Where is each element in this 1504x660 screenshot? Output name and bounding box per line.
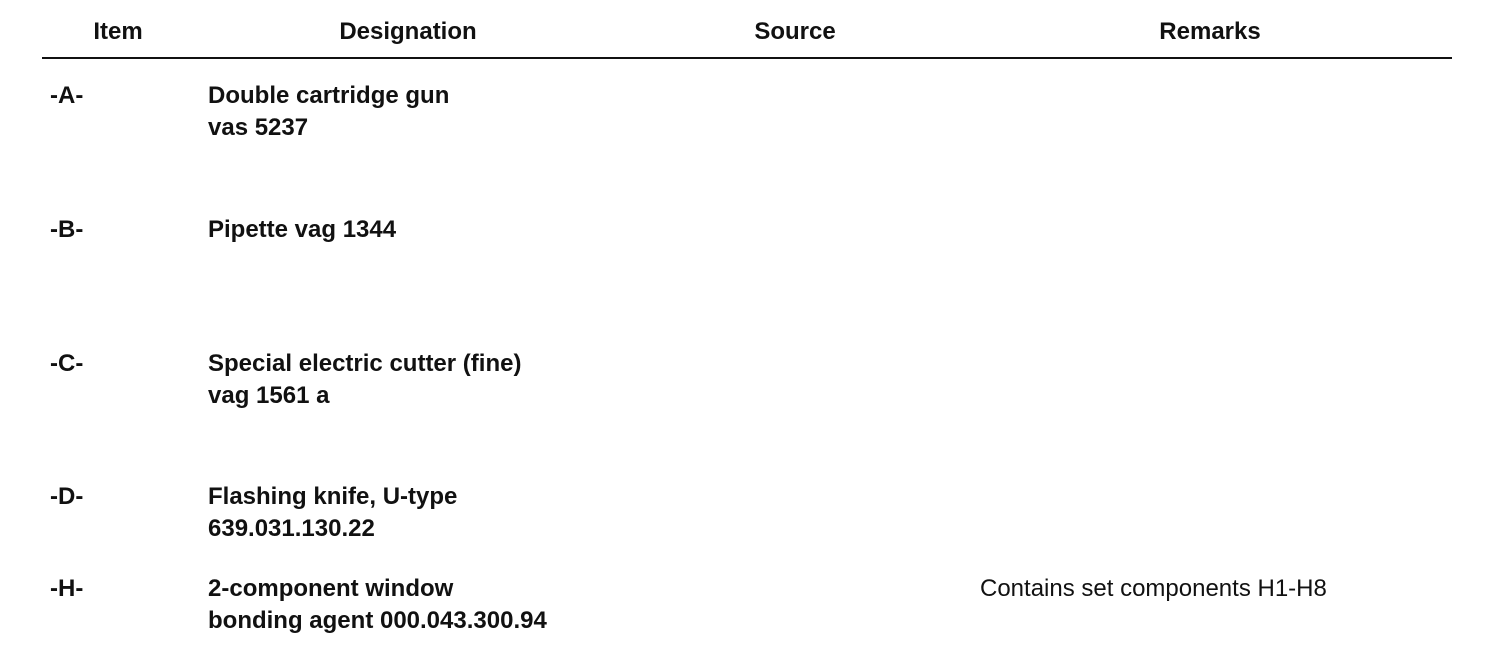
header-item: Item <box>93 18 143 45</box>
row-c-designation <box>208 348 521 412</box>
row-a-designation-line-2: vas 5237 <box>208 114 309 141</box>
header-source: Source <box>754 18 836 45</box>
row-d-designation-line-2: 639.031.130.22 <box>208 515 375 542</box>
row-d-designation-line-1: Flashing knife, U-type <box>208 483 458 510</box>
row-c-item: -C- <box>50 350 84 377</box>
row-h-designation-line-2: bonding agent 000.043.300.94 <box>208 607 547 634</box>
header-remarks: Remarks <box>1159 18 1261 45</box>
row-h-designation <box>208 573 547 637</box>
row-b-item: -B- <box>50 216 84 243</box>
row-h-item: -H- <box>50 575 84 602</box>
row-b-designation <box>208 214 396 246</box>
row-h-designation-line-1: 2-component window <box>208 575 454 602</box>
header-designation: Designation <box>339 18 477 45</box>
row-a-designation <box>208 80 449 144</box>
row-c-designation-line-2: vag 1561 a <box>208 382 330 409</box>
row-a-item: -A- <box>50 82 84 109</box>
row-d-item: -D- <box>50 483 84 510</box>
row-a-designation-line-1: Double cartridge gun <box>208 82 450 109</box>
row-c-designation-line-1: Special electric cutter (fine) <box>208 350 522 377</box>
row-b-designation-line-1: Pipette vag 1344 <box>208 216 397 243</box>
row-d-designation <box>208 481 457 545</box>
header-divider <box>42 57 1452 59</box>
row-h-remarks: Contains set components H1-H8 <box>980 575 1327 602</box>
